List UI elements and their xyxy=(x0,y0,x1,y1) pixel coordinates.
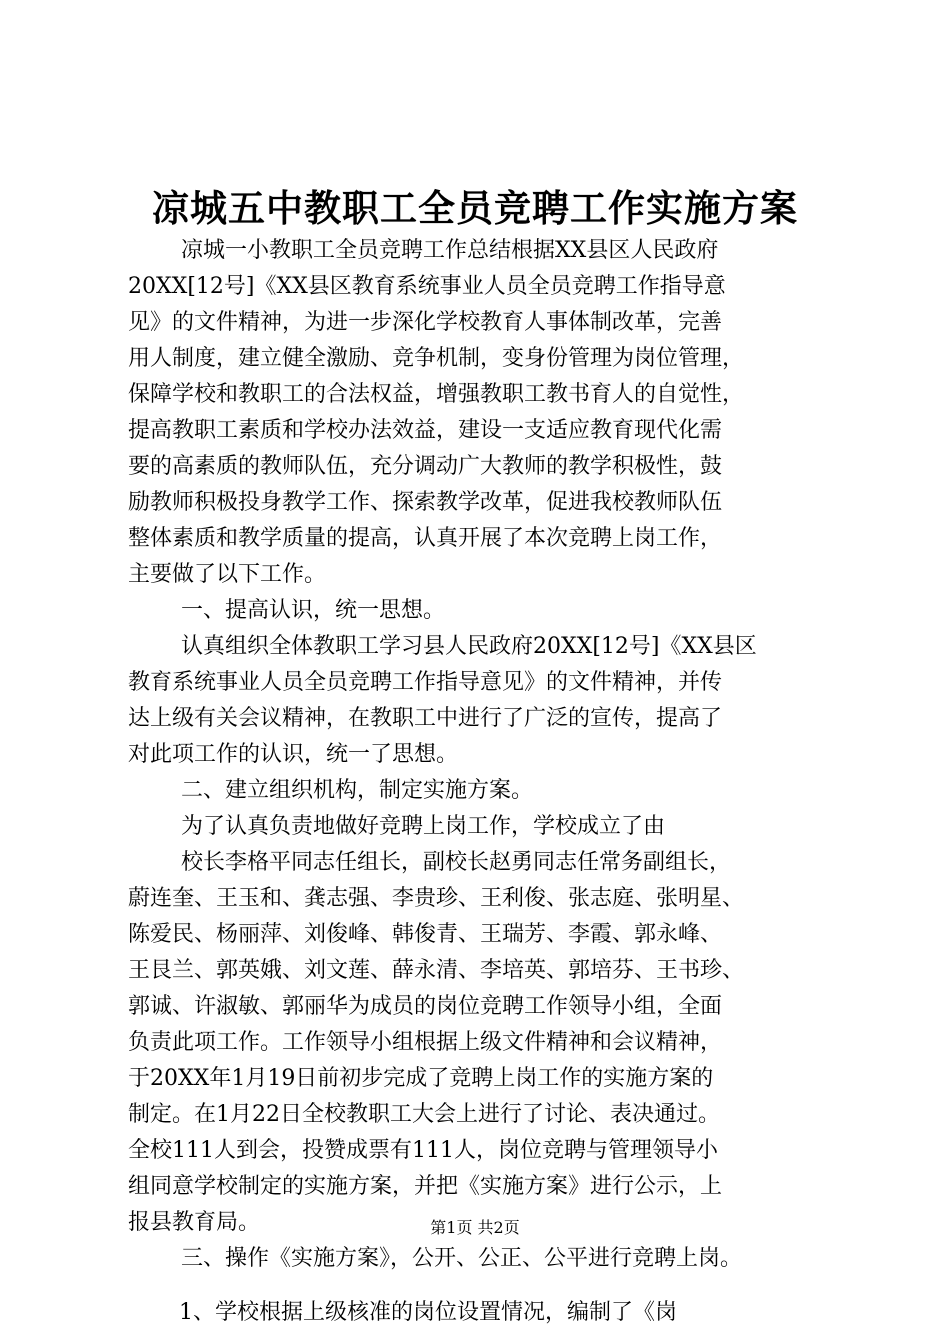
paragraph-line: 蔚连奎、王玉和、龚志强、李贵珍、王利俊、张志庭、张明星、 xyxy=(128,886,745,911)
paragraph-line: 报县教育局。 xyxy=(128,1210,261,1235)
paragraph-line: 制定。在1月22日全校教职工大会上进行了讨论、表决通过。 xyxy=(128,1102,720,1127)
paragraph-line: 于20XX年1月19日前初步完成了竞聘上岗工作的实施方案的 xyxy=(128,1066,714,1091)
paragraph-line: 整体素质和教学质量的提高，认真开展了本次竞聘上岗工作， xyxy=(128,526,723,551)
paragraph-line: 教育系统事业人员全员竞聘工作指导意见》的文件精神，并传 xyxy=(128,670,723,695)
section-heading: 一、提高认识，统一思想。 xyxy=(181,598,446,623)
section-heading: 三、操作《实施方案》，公开、公正、公平进行竞聘上岗。 xyxy=(181,1246,743,1271)
paragraph-line: 陈爱民、杨丽萍、刘俊峰、韩俊青、王瑞芳、李霞、郭永峰、 xyxy=(128,922,723,947)
paragraph-line: 对此项工作的认识，统一了思想。 xyxy=(128,742,459,767)
paragraph-line: 凉城一小教职工全员竞聘工作总结根据XX县区人民政府 xyxy=(181,238,719,263)
section-heading: 二、建立组织机构，制定实施方案。 xyxy=(181,778,534,803)
paragraph-line: 为了认真负责地做好竞聘上岗工作，学校成立了由 xyxy=(181,814,666,839)
paragraph-line: 校长李格平同志任组长，副校长赵勇同志任常务副组长， xyxy=(181,850,732,875)
paragraph-line: 用人制度，建立健全激励、竞争机制，变身份管理为岗位管理， xyxy=(128,346,745,371)
paragraph-line: 要的高素质的教师队伍，充分调动广大教师的教学积极性，鼓 xyxy=(128,454,723,479)
paragraph-line: 达上级有关会议精神，在教职工中进行了广泛的宣传，提高了 xyxy=(128,706,723,731)
paragraph-line: 负责此项工作。工作领导小组根据上级文件精神和会议精神， xyxy=(128,1030,723,1055)
paragraph-line: 全校111人到会，投赞成票有111人，岗位竞聘与管理领导小 xyxy=(128,1138,718,1163)
paragraph-line: 郭诚、许淑敏、郭丽华为成员的岗位竞聘工作领导小组，全面 xyxy=(128,994,723,1019)
paragraph-line: 见》的文件精神，为进一步深化学校教育人事体制改革，完善 xyxy=(128,310,723,335)
paragraph-line: 励教师积极投身教学工作、探索教学改革，促进我校教师队伍 xyxy=(128,490,723,515)
paragraph-line: 认真组织全体教职工学习县人民政府20XX[12号]《XX县区 xyxy=(181,634,757,659)
paragraph-line: 主要做了以下工作。 xyxy=(128,562,327,587)
paragraph-line: 组同意学校制定的实施方案，并把《实施方案》进行公示，上 xyxy=(128,1174,723,1199)
list-item: 1、学校根据上级核准的岗位设置情况，编制了《岗 xyxy=(179,1300,677,1325)
paragraph-line: 提高教职工素质和学校办法效益，建设一支适应教育现代化需 xyxy=(128,418,723,443)
paragraph-line: 王艮兰、郭英娥、刘文莲、薛永清、李培英、郭培芬、王书珍、 xyxy=(128,958,745,983)
document-body xyxy=(128,233,828,1331)
document-title: 凉城五中教职工全员竞聘工作实施方案 xyxy=(152,186,798,230)
paragraph-line: 保障学校和教职工的合法权益，增强教职工教书育人的自觉性， xyxy=(128,382,745,407)
paragraph-line: 20XX[12号]《XX县区教育系统事业人员全员竞聘工作指导意 xyxy=(128,274,726,299)
page-footer: 第1页 共2页 xyxy=(430,1218,520,1237)
